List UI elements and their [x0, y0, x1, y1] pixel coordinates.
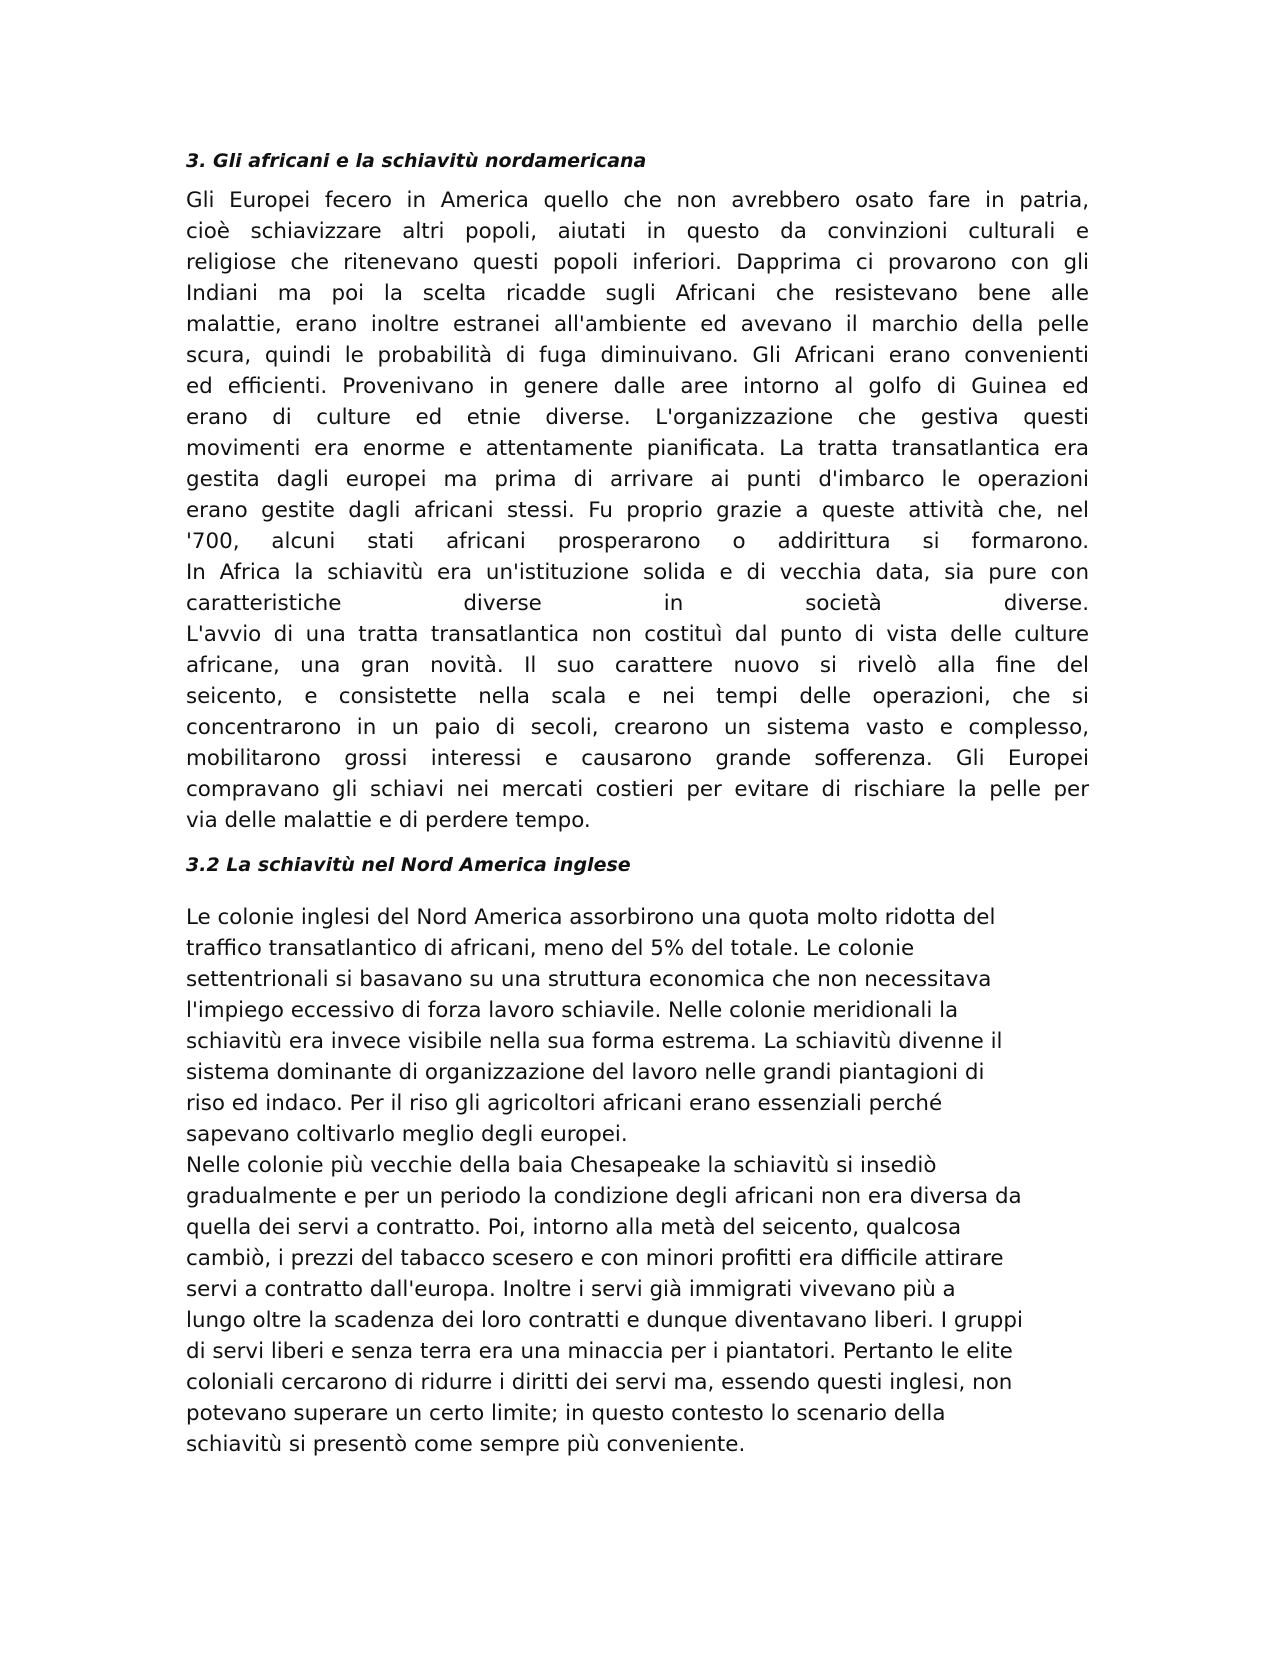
- text-line: malattie, erano inoltre estranei all'ambiente ed avevano il marchio della pelle: [186, 312, 1089, 337]
- text-line: cioè schiavizzare altri popoli, aiutati in questo da convinzioni culturali e: [186, 219, 1089, 244]
- text-line: religiose che ritenevano questi popoli inferiori. Dapprima ci provarono con gli: [186, 250, 1089, 275]
- text-line: africane, una gran novità. Il suo carattere nuovo si rivelò alla fine del: [186, 653, 1089, 678]
- text-line: sapevano coltivarlo meglio degli europei.: [186, 1122, 628, 1147]
- text-line: erano di culture ed etnie diverse. L'organizzazione che gestiva questi: [186, 405, 1089, 430]
- text-line: sistema dominante di organizzazione del lavoro nelle grandi piantagioni di: [186, 1060, 985, 1085]
- text-line: schiavitù si presentò come sempre più conveniente.: [186, 1432, 746, 1457]
- text-line: Nelle colonie più vecchie della baia Chesapeake la schiavitù si insediò: [186, 1153, 937, 1178]
- text-line: mobilitarono grossi interessi e causarono grande sofferenza. Gli Europei: [186, 746, 1089, 771]
- text-line: l'impiego eccessivo di forza lavoro schiavile. Nelle colonie meridionali la: [186, 998, 959, 1023]
- text-line: In Africa la schiavitù era un'istituzione solida e di vecchia data, sia pure con: [186, 560, 1089, 585]
- section-heading-1: 3. Gli africani e la schiavitù nordamericana: [186, 150, 647, 172]
- text-line: di servi liberi e senza terra era una minaccia per i piantatori. Pertanto le elite: [186, 1339, 1013, 1364]
- text-line: Indiani ma poi la scelta ricadde sugli Africani che resistevano bene alle: [186, 281, 1089, 306]
- text-line: Gli Europei fecero in America quello che non avrebbero osato fare in patria,: [186, 188, 1089, 213]
- text-line: servi a contratto dall'europa. Inoltre i servi già immigrati vivevano più a: [186, 1277, 956, 1302]
- text-line: gradualmente e per un periodo la condizione degli africani non era diversa da: [186, 1184, 1022, 1209]
- document-page: [186, 146, 1089, 1460]
- text-line: seicento, e consistette nella scala e nei tempi delle operazioni, che si: [186, 684, 1089, 709]
- text-line: compravano gli schiavi nei mercati costieri per evitare di rischiare la pelle per: [186, 777, 1089, 802]
- text-line: lungo oltre la scadenza dei loro contratti e dunque diventavano liberi. I gruppi: [186, 1308, 1023, 1333]
- text-line: ed efficienti. Provenivano in genere dalle aree intorno al golfo di Guinea ed: [186, 374, 1089, 399]
- section-1-body: [186, 185, 1089, 836]
- text-line: cambiò, i prezzi del tabacco scesero e con minori profitti era difficile attirare: [186, 1246, 1004, 1271]
- section-heading-2: 3.2 La schiavitù nel Nord America inglese: [186, 854, 631, 876]
- text-line: L'avvio di una tratta transatlantica non costituì dal punto di vista delle culture: [186, 622, 1089, 647]
- text-line: scura, quindi le probabilità di fuga diminuivano. Gli Africani erano convenienti: [186, 343, 1089, 368]
- text-line: settentrionali si basavano su una struttura economica che non necessitava: [186, 967, 992, 992]
- text-line: via delle malattie e di perdere tempo.: [186, 808, 591, 833]
- text-line: Le colonie inglesi del Nord America assorbirono una quota molto ridotta del: [186, 905, 996, 930]
- text-line: concentrarono in un paio di secoli, crearono un sistema vasto e complesso,: [186, 715, 1089, 740]
- text-line: quella dei servi a contratto. Poi, intorno alla metà del seicento, qualcosa: [186, 1215, 962, 1240]
- text-line: traffico transatlantico di africani, meno del 5% del totale. Le colonie: [186, 936, 915, 961]
- text-line: caratteristiche diverse in società diverse.: [186, 591, 1089, 616]
- text-line: movimenti era enorme e attentamente pianificata. La tratta transatlantica era: [186, 436, 1089, 461]
- text-line: erano gestite dagli africani stessi. Fu proprio grazie a queste attività che, nel: [186, 498, 1089, 523]
- text-line: '700, alcuni stati africani prosperarono o addirittura si formarono.: [186, 529, 1089, 554]
- section-2-body: [186, 902, 1089, 1460]
- text-line: gestita dagli europei ma prima di arrivare ai punti d'imbarco le operazioni: [186, 467, 1089, 492]
- text-line: potevano superare un certo limite; in questo contesto lo scenario della: [186, 1401, 946, 1426]
- text-line: coloniali cercarono di ridurre i diritti dei servi ma, essendo questi inglesi, non: [186, 1370, 1013, 1395]
- text-line: riso ed indaco. Per il riso gli agricoltori africani erano essenziali perché: [186, 1091, 943, 1116]
- text-line: schiavitù era invece visibile nella sua forma estrema. La schiavitù divenne il: [186, 1029, 1003, 1054]
